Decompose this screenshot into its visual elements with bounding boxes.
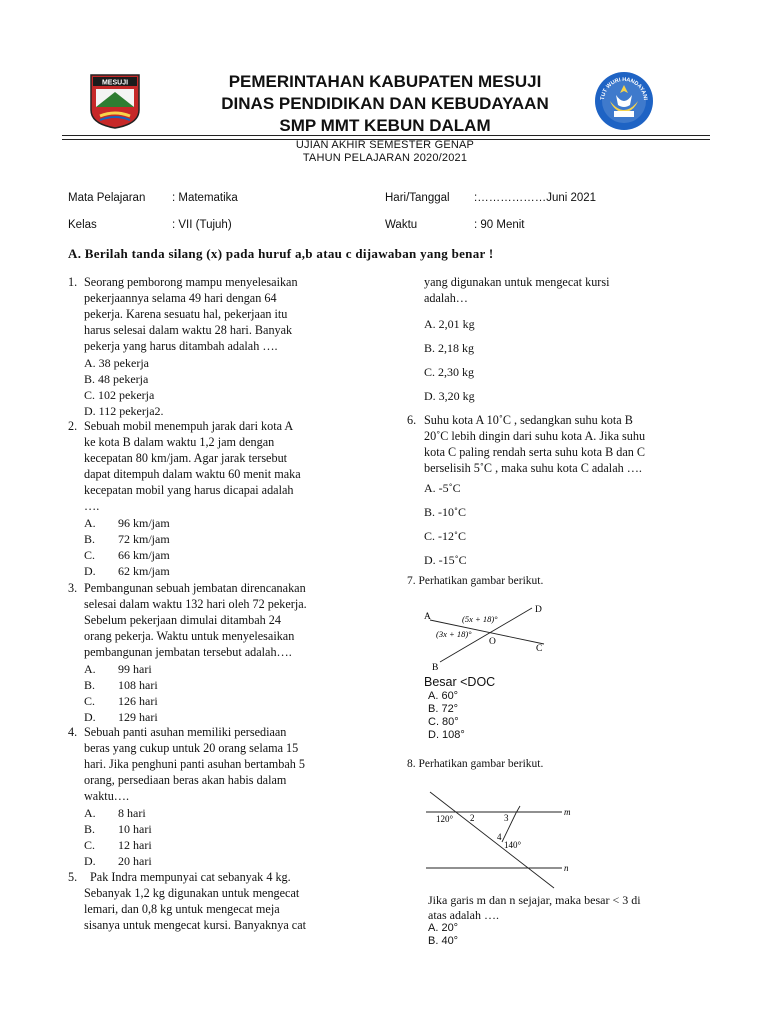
option-value: 8 hari: [118, 806, 146, 820]
label-o: O: [489, 637, 496, 647]
question-line: Jika garis m dan n sejajar, maka besar < 3 di: [428, 893, 641, 907]
question-line: lemari, dan 0,8 kg untuk mengecat meja: [84, 902, 280, 916]
question-line: pekerja. Karena sesuatu hal, pekerjaan itu: [84, 307, 288, 321]
question-line: orang pekerja. Waktu untuk menyelesaikan: [84, 629, 295, 643]
question-number: 8.: [407, 758, 416, 770]
question-line: Sebanyak 1,2 kg digunakan untuk mengecat: [84, 886, 300, 900]
answer-option[interactable]: [84, 853, 152, 869]
question-line: Pembangunan sebuah jembatan direncanakan: [84, 581, 306, 595]
time-value: : 90 Menit: [474, 219, 525, 231]
option-letter: A.: [84, 662, 96, 676]
question-line: adalah…: [424, 291, 468, 305]
subject-label: Mata Pelajaran: [68, 192, 146, 204]
answer-option[interactable]: C. 80°: [428, 716, 459, 728]
question-line: sisanya untuk mengecat kursi. Banyaknya cat: [84, 918, 307, 932]
question-line: Suhu kota A 10˚C , sedangkan suhu kota B: [424, 413, 633, 427]
answer-option[interactable]: [84, 563, 170, 579]
exam-title: UJIAN AKHIR SEMESTER GENAP: [295, 139, 475, 151]
option-value: 126 hari: [118, 694, 158, 708]
question-line: ….: [84, 499, 100, 513]
answer-option[interactable]: B. 40°: [428, 935, 459, 947]
answer-option[interactable]: [84, 709, 158, 725]
question-line: pekerjaannya selama 49 hari dengan 64: [84, 291, 277, 305]
date-label: Hari/Tanggal: [385, 192, 450, 204]
question-line: ke kota B dalam waktu 1,2 jam dengan: [84, 435, 275, 449]
subject-value: : Matematika: [172, 192, 238, 204]
class-label: Kelas: [68, 219, 97, 231]
answer-option[interactable]: C. -12˚C: [424, 529, 466, 543]
question-line: kota C paling rendah serta suhu kota B dan C: [424, 445, 646, 459]
answer-option[interactable]: D. -15˚C: [424, 553, 467, 567]
answer-option[interactable]: [84, 837, 152, 853]
option-value: 12 hari: [118, 838, 152, 852]
option-value: 129 hari: [118, 710, 158, 724]
answer-option[interactable]: B. 48 pekerja: [84, 372, 149, 386]
answer-option[interactable]: [84, 677, 158, 693]
label-d: D: [535, 605, 542, 615]
option-letter: D.: [84, 564, 96, 578]
question-line: atas adalah ….: [428, 908, 499, 922]
question-line: Pak Indra mempunyai cat sebanyak 4 kg.: [90, 870, 291, 884]
question-number: 1.: [68, 275, 78, 289]
question-line: berselisih 5˚C , maka suhu kota C adalah ….: [424, 461, 642, 475]
option-value: 99 hari: [118, 662, 152, 676]
date-value: :………………Juni 2021: [474, 192, 597, 204]
angle-expression-2: (3x + 18)°: [436, 629, 472, 639]
header-line-3: SMP MMT KEBUN DALAM: [279, 116, 491, 135]
answer-option[interactable]: [84, 661, 152, 677]
answer-option[interactable]: [84, 821, 152, 837]
option-letter: C.: [84, 838, 96, 852]
angle-figure: [420, 600, 570, 672]
time-label: Waktu: [385, 219, 418, 231]
header-line-2: DINAS PENDIDIKAN DAN KEBUDAYAAN: [221, 94, 549, 113]
label-b: B: [432, 663, 439, 672]
answer-option[interactable]: A. 2,01 kg: [424, 317, 475, 331]
question-line: 20˚C lebih dingin dari suhu kota A. Jika suhu: [424, 429, 646, 443]
question-number: 4.: [68, 725, 78, 739]
answer-option[interactable]: [84, 531, 170, 547]
answer-option[interactable]: [84, 693, 158, 709]
question-text: Perhatikan gambar berikut.: [418, 575, 544, 587]
header-line-1: PEMERINTAHAN KABUPATEN MESUJI: [228, 72, 542, 91]
option-value: 108 hari: [118, 678, 158, 692]
answer-option[interactable]: C. 102 pekerja: [84, 388, 155, 402]
answer-option[interactable]: A. -5˚C: [424, 481, 461, 495]
question-line: dapat ditempuh dalam waktu 60 menit maka: [84, 467, 301, 481]
transversal-1: [430, 792, 554, 888]
exam-year: TAHUN PELAJARAN 2020/2021: [302, 152, 468, 164]
option-value: 96 km/jam: [118, 516, 170, 530]
question-number: 5.: [68, 870, 78, 884]
option-value: 66 km/jam: [118, 548, 170, 562]
logo-right-motto: TUT WURI HANDAYANI: [599, 76, 648, 101]
question-line: pekerja yang harus ditambah adalah ….: [84, 339, 278, 353]
header-rule-thick: [62, 135, 710, 136]
question-text: Perhatikan gambar berikut.: [418, 758, 544, 770]
answer-option[interactable]: D. 108°: [428, 729, 465, 741]
answer-option[interactable]: B. -10˚C: [424, 505, 466, 519]
option-value: 20 hari: [118, 854, 152, 868]
answer-option[interactable]: A. 38 pekerja: [84, 356, 149, 370]
question-line: harus selesai dalam waktu 28 hari. Banyak: [84, 323, 293, 337]
question-line: waktu….: [84, 789, 130, 803]
answer-option[interactable]: D. 112 pekerja2.: [84, 404, 164, 418]
angle-2-label: 2: [470, 813, 475, 823]
question-line: pembangunan jembatan tersebut adalah….: [84, 645, 292, 659]
option-value: 62 km/jam: [118, 564, 170, 578]
angle-140-label: 140°: [504, 840, 522, 850]
question-8-text: [428, 893, 641, 923]
answer-option[interactable]: B. 2,18 kg: [424, 341, 475, 355]
tut-wuri-logo: [594, 71, 654, 131]
option-letter: B.: [84, 532, 96, 546]
question-line: yang digunakan untuk mengecat kursi: [424, 275, 610, 289]
option-letter: A.: [84, 806, 96, 820]
line-m-label: m: [564, 807, 571, 817]
question-line: orang, persediaan beras akan habis dalam: [84, 773, 287, 787]
question-line: hari. Jika penghuni panti asuhan bertambah 5: [84, 757, 306, 771]
option-letter: D.: [84, 854, 96, 868]
answer-option[interactable]: B. 72°: [428, 703, 459, 715]
option-letter: A.: [84, 516, 96, 530]
option-letter: B.: [84, 678, 96, 692]
question-line: Sebuah panti asuhan memiliki persediaan: [84, 725, 287, 739]
question-line: kecepatan 80 km/jam. Agar jarak tersebut: [84, 451, 288, 465]
label-a: A: [424, 612, 431, 622]
mesuji-logo: [88, 72, 142, 130]
option-letter: D.: [84, 710, 96, 724]
angle-3-label: 3: [504, 813, 509, 823]
question-line: Seorang pemborong mampu menyelesaikan: [84, 275, 298, 289]
question-number: 7.: [407, 575, 416, 587]
question-8: [407, 758, 543, 770]
question-number: 3.: [68, 581, 78, 595]
answer-option[interactable]: A. 20°: [428, 922, 459, 934]
angle-4-label: 4: [497, 832, 502, 842]
question-number: 6.: [407, 413, 417, 427]
question-line: Sebelum pekerjaan dimulai ditambah 24: [84, 613, 281, 627]
answer-option[interactable]: [84, 515, 170, 531]
question-line: selesai dalam waktu 132 hari oleh 72 pekerja.: [84, 597, 307, 611]
option-letter: C.: [84, 694, 96, 708]
angle-120-label: 120°: [436, 814, 454, 824]
question-line: kecepatan mobil yang harus dicapai adalah: [84, 483, 294, 497]
line-n-label: n: [564, 863, 569, 873]
question-7-prompt: Besar <DOC: [424, 675, 496, 689]
label-c: C: [536, 644, 543, 654]
option-value: 10 hari: [118, 822, 152, 836]
option-letter: C.: [84, 548, 96, 562]
question-number: 2.: [68, 419, 78, 433]
class-value: : VII (Tujuh): [172, 219, 232, 231]
question-7: [407, 575, 543, 587]
answer-option[interactable]: A. 60°: [428, 690, 459, 702]
question-line: Sebuah mobil menempuh jarak dari kota A: [84, 419, 294, 433]
section-instruction: A. Berilah tanda silang (x) pada huruf a,b atau c dijawaban yang benar !: [68, 246, 494, 261]
angle-expression-1: (5x + 18)°: [462, 614, 498, 624]
option-value: 72 km/jam: [118, 532, 170, 546]
parallel-lines-figure: [420, 782, 580, 890]
answer-option[interactable]: C. 2,30 kg: [424, 365, 475, 379]
question-line: beras yang cukup untuk 20 orang selama 15: [84, 741, 299, 755]
answer-option[interactable]: [84, 547, 170, 563]
answer-option[interactable]: [84, 805, 146, 821]
answer-option[interactable]: D. 3,20 kg: [424, 389, 475, 403]
option-letter: B.: [84, 822, 96, 836]
logo-left-label: MESUJI: [101, 79, 129, 87]
